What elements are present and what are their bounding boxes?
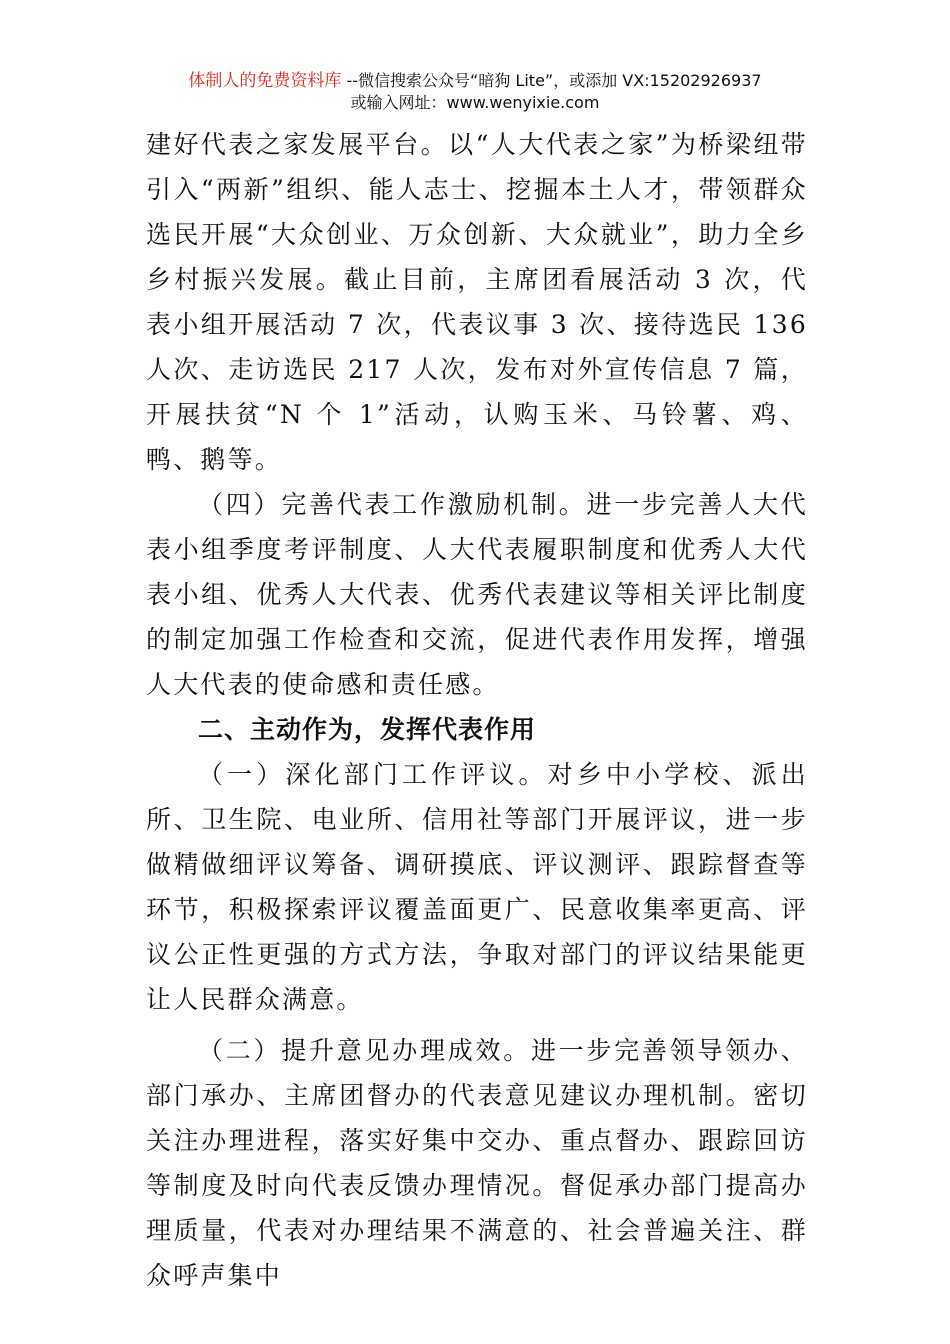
paragraph-incentive-mechanism: （四）完善代表工作激励机制。进一步完善人大代表小组季度考评制度、人大代表履职制度和优秀人大代表小组、优秀人大代表、优秀代表建议等相关评比制度的制定加强工作检查和交流，促进代表作用发挥，增强人大代表的使命感和责任感。 — [146, 490, 808, 699]
header-line-2: 或输入网址：www.wenyixie.com — [350, 93, 600, 112]
page-header — [0, 70, 950, 114]
paragraph-opinion-handling: （二）提升意见办理成效。进一步完善领导领办、部门承办、主席团督办的代表意见建议办理机制。密切关注办理进程，落实好集中交办、重点督办、跟踪回访等制度及时向代表反馈办理情况。督促承办部门提高办理质量，代表对办理结果不满意的、社会普遍关注、群众呼声集中 — [146, 1036, 808, 1290]
paragraph-representative-home: 建好代表之家发展平台。以“人大代表之家”为桥梁纽带引入“两新”组织、能人志士、挖掘本土人才，带领群众选民开展“大众创业、万众创新、大众就业”，助力全乡乡村振兴发展。截止目前，主席团看展活动 3 次，代表小组开展活动 7 次，代表议事 3 次、接待选民 136 人次、走访选民 217 人次，发布对外宣传信息 7 篇，开展扶贫“N 个 1”活动，认购玉米、马铃薯、鸡、鸭、鹅等。 — [146, 130, 808, 474]
header-contact: --微信搜索公众号“暗狗 Lite”，或添加 VX:15202926937 — [341, 71, 762, 90]
header-brand: 体制人的免费资料库 — [188, 71, 342, 91]
document-body — [146, 122, 808, 1298]
section-heading-2: 二、主动作为，发挥代表作用 — [198, 715, 537, 744]
header-line-1 — [0, 70, 950, 92]
paragraph-department-review: （一）深化部门工作评议。对乡中小学校、派出所、卫生院、电业所、信用社等部门开展评议，进一步做精做细评议筹备、调研摸底、评议测评、跟踪督查等环节，积极探索评议覆盖面更广、民意收集率更高、评议公正性更强的方式方法，争取对部门的评议结果能更让人民群众满意。 — [146, 760, 808, 1014]
